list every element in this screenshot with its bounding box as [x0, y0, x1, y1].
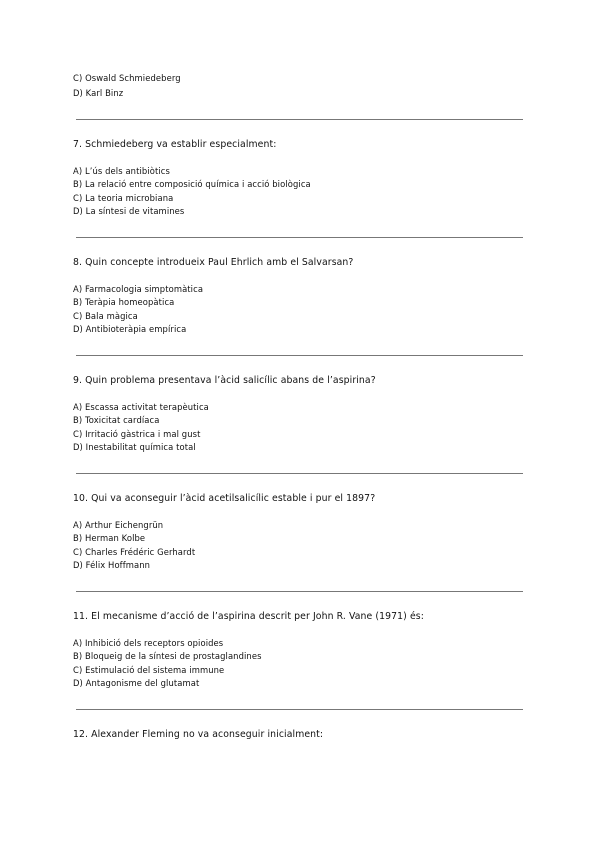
- question-8-option-b: B) Teràpia homeopàtica: [73, 297, 175, 307]
- question-9-option-d: D) Inestabilitat química total: [73, 442, 196, 452]
- option-d-prev: D) Karl Binz: [73, 88, 124, 98]
- option-c-prev: C) Oswald Schmiedeberg: [73, 73, 181, 83]
- question-8-option-a: A) Farmacologia simptomàtica: [73, 284, 204, 294]
- question-11-option-a: A) Inhibició dels receptors opioides: [73, 638, 224, 648]
- question-7-text: 7. Schmiedeberg va establir especialment:: [73, 139, 277, 150]
- question-8-option-c: C) Bala màgica: [73, 311, 138, 321]
- question-7-option-b: B) La relació entre composició química i acció biològica: [73, 179, 311, 189]
- separator-line: [76, 473, 523, 474]
- separator-line: [76, 237, 523, 238]
- question-8-option-d: D) Antibioteràpia empírica: [73, 324, 187, 334]
- question-11-option-d: D) Antagonisme del glutamat: [73, 678, 200, 688]
- question-9-option-a: A) Escassa activitat terapèutica: [73, 402, 209, 412]
- separator-line: [76, 355, 523, 356]
- question-7-option-c: C) La teoria microbiana: [73, 193, 174, 203]
- question-11-option-c: C) Estimulació del sistema immune: [73, 665, 225, 675]
- question-11-text: 11. El mecanisme d’acció de l’aspirina descrit per John R. Vane (1971) és:: [73, 611, 424, 622]
- question-10-option-b: B) Herman Kolbe: [73, 533, 146, 543]
- question-9-option-b: B) Toxicitat cardíaca: [73, 415, 160, 425]
- question-8-text: 8. Quin concepte introdueix Paul Ehrlich amb el Salvarsan?: [73, 257, 354, 268]
- question-10-option-c: C) Charles Frédéric Gerhardt: [73, 547, 196, 557]
- question-10-option-d: D) Félix Hoffmann: [73, 560, 151, 570]
- question-10-option-a: A) Arthur Eichengrün: [73, 520, 164, 530]
- separator-line: [76, 119, 523, 120]
- question-12-text: 12. Alexander Fleming no va aconseguir inicialment:: [73, 729, 324, 740]
- question-7-option-a: A) L’ús dels antibiòtics: [73, 166, 170, 176]
- separator-line: [76, 709, 523, 710]
- separator-line: [76, 591, 523, 592]
- question-11-option-b: B) Bloqueig de la síntesi de prostaglandines: [73, 651, 262, 661]
- question-7-option-d: D) La síntesi de vitamines: [73, 206, 185, 216]
- question-9-option-c: C) Irritació gàstrica i mal gust: [73, 429, 201, 439]
- question-9-text: 9. Quin problema presentava l’àcid salicílic abans de l’aspirina?: [73, 375, 376, 386]
- question-10-text: 10. Qui va aconseguir l’àcid acetilsalicílic estable i pur el 1897?: [73, 493, 376, 504]
